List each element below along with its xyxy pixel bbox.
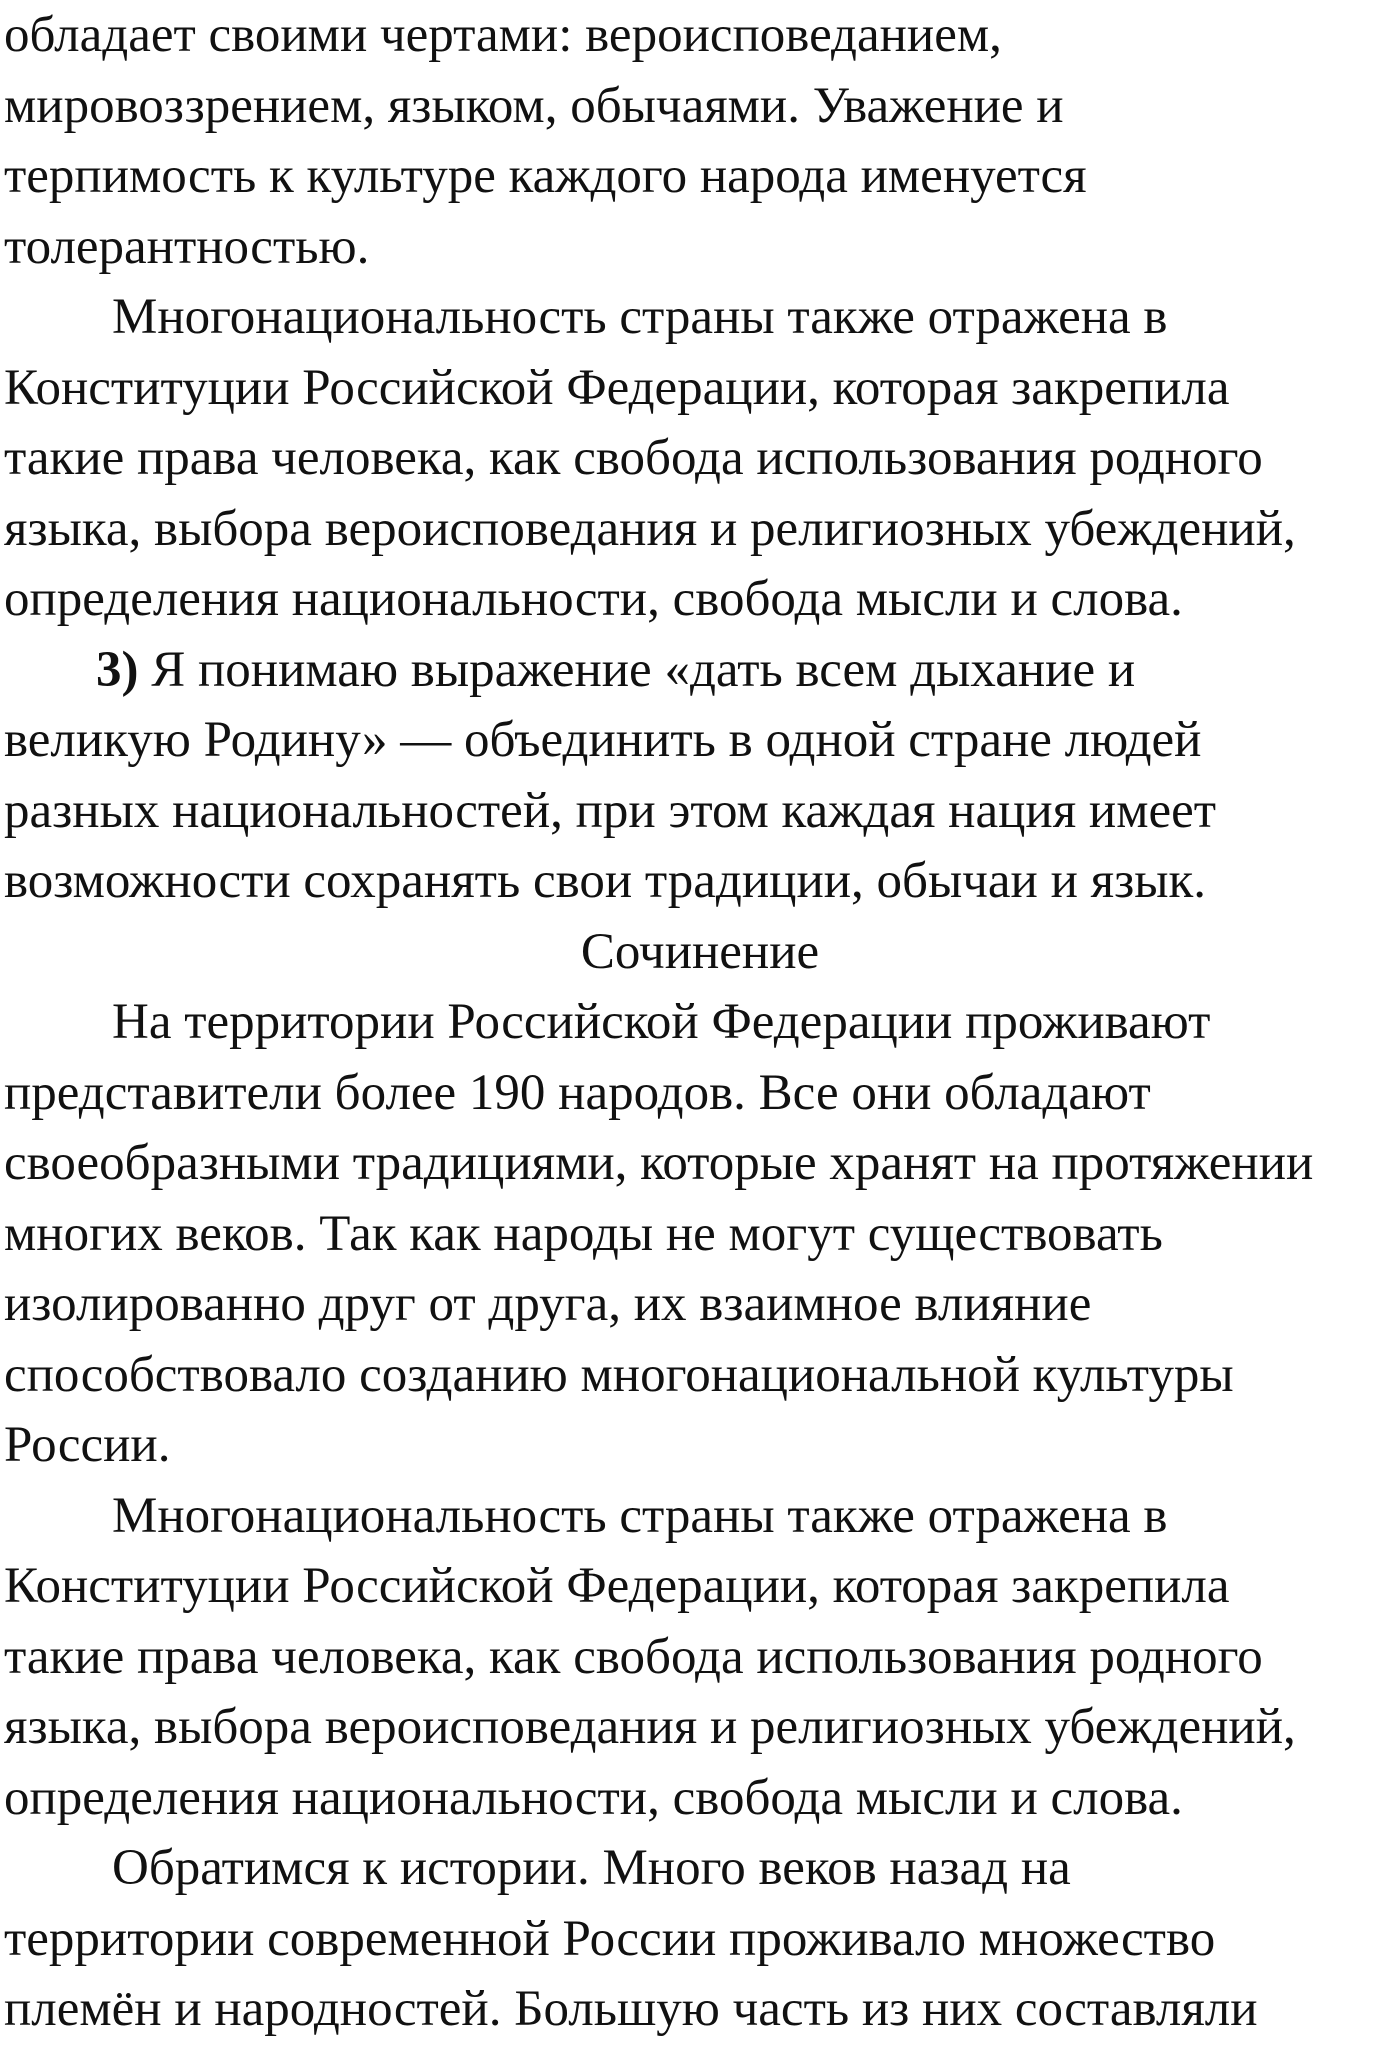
essay-title: Сочинение — [580, 923, 820, 980]
answer-3-paragraph — [4, 635, 1396, 917]
text-line: своеобразными традициями, которые хранят на протяжении — [4, 1135, 1314, 1191]
text-line: определения национальности, свобода мысли и слова. — [4, 1769, 1183, 1826]
text-line: Обратимся к истории. Много веков назад на — [112, 1840, 1071, 1896]
text-line: России. — [4, 1417, 171, 1473]
intro-paragraph — [4, 0, 1396, 282]
text-line: языка, выбора вероисповедания и религиозных убеждений, — [4, 500, 1296, 557]
document-page — [4, 0, 1396, 2045]
text-line: великую Родину» — объединить в одной стране людей — [4, 712, 1202, 768]
constitution-paragraph — [4, 282, 1396, 635]
text-line: языка, выбора вероисповедания и религиозных убеждений, — [4, 1699, 1296, 1755]
text-line: такие права человека, как свобода использования родного — [4, 430, 1263, 486]
text-line: способствовало созданию многонациональной культуры — [4, 1346, 1234, 1403]
text-line: такие права человека, как свобода использования родного — [4, 1628, 1263, 1685]
answer-number: 3) — [96, 641, 139, 698]
text-line: обладает своими чертами: вероисповеданием, — [4, 7, 1002, 63]
text-line: мировоззрением, языком, обычаями. Уважение и — [4, 77, 1064, 134]
text-line: многих веков. Так как народы не могут существовать — [4, 1205, 1163, 1262]
text-line: Многонациональность страны также отражена в — [112, 1487, 1168, 1544]
text-line: изолированно друг от друга, их взаимное влияние — [4, 1276, 1092, 1332]
text-line: толерантностью. — [4, 218, 370, 275]
essay-paragraph-2 — [4, 1481, 1396, 1834]
answer-text: Я понимаю выражение «дать всем дыхание и — [138, 641, 1136, 698]
text-line: Конституции Российской Федерации, которая закрепила — [4, 359, 1230, 416]
essay-paragraph-1 — [4, 987, 1396, 1481]
text-line: разных национальностей, при этом каждая нация имеет — [4, 782, 1217, 839]
essay-title-block — [4, 917, 1396, 988]
text-line: возможности сохранять свои традиции, обычаи и язык. — [4, 853, 1207, 909]
essay-paragraph-3 — [4, 1833, 1396, 2045]
text-line: Многонациональность страны также отражена в — [112, 289, 1168, 345]
text-line: На территории Российской Федерации проживают — [112, 994, 1211, 1050]
text-line: Конституции Российской Федерации, которая закрепила — [4, 1558, 1230, 1614]
text-line: определения национальности, свобода мысли и слова. — [4, 571, 1183, 627]
text-line: территории современной России проживало множество — [4, 1910, 1216, 1967]
text-line: представители более 190 народов. Все они обладают — [4, 1064, 1151, 1121]
text-line: терпимость к культуре каждого народа именуется — [4, 148, 1087, 204]
text-line: племён и народностей. Большую часть из них составляли — [4, 1981, 1258, 2037]
answer-3-first-line — [4, 635, 1396, 706]
